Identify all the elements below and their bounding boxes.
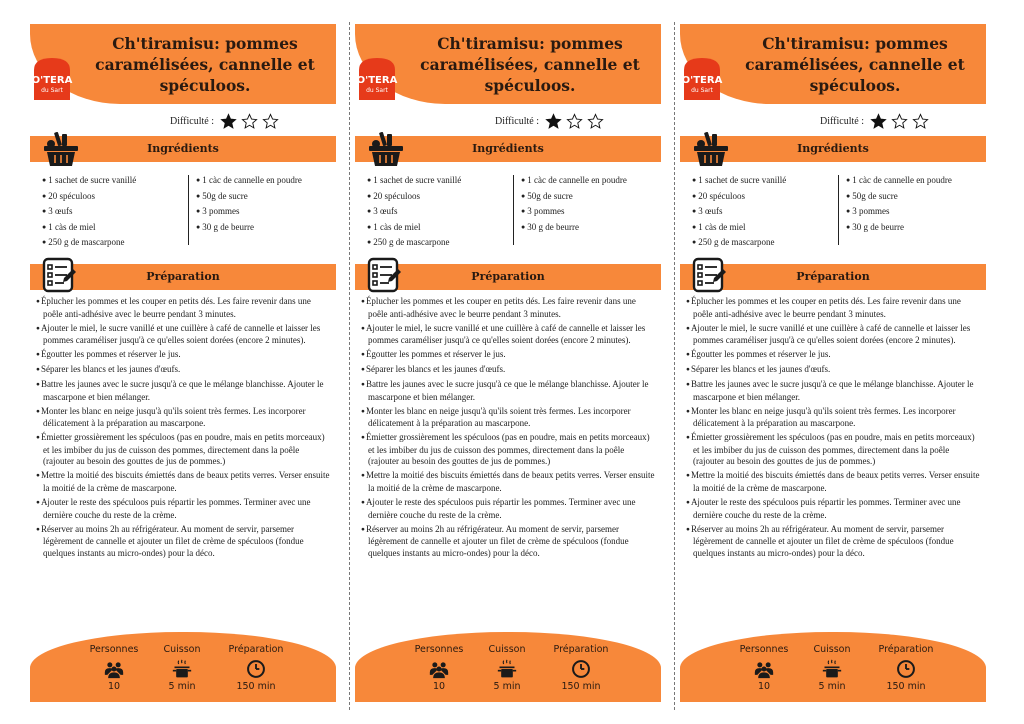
ingredient-item: ● 1 sachet de sucre vanillé: [42, 173, 136, 189]
otera-logo: [30, 56, 74, 102]
preparation-heading: Préparation: [471, 270, 545, 283]
people-icon: [754, 659, 774, 679]
preparation-step: ● Monter les blanc en neige jusqu'à qu'ils soient très fermes. Les incorporer délicatement à la préparation au mascarpone.: [36, 406, 332, 430]
preparation-step: ● Ajouter le reste des spéculoos puis répartir les pommes. Terminer avec une dernière couche du reste de la crème.: [361, 497, 657, 521]
stat-personnes: [729, 644, 799, 692]
ingredient-item: ● 50g de sucre: [196, 189, 302, 205]
logo-subtext: du Sart: [366, 87, 388, 94]
stat-value: 150 min: [236, 681, 276, 692]
ingredient-item: ● 1 sachet de sucre vanillé: [367, 173, 461, 189]
preparation-step: ● Égoutter les pommes et réserver le jus.: [686, 349, 982, 362]
star-filled-icon: [545, 113, 562, 130]
stat-personnes: [404, 644, 474, 692]
stat-label: Cuisson: [813, 644, 851, 655]
logo-text: O'TERA: [356, 75, 398, 86]
stat-préparation: [221, 644, 291, 692]
ingredient-item: ● 1 càs de miel: [42, 220, 136, 236]
otera-logo: [355, 56, 399, 102]
stat-label: Personnes: [89, 644, 139, 655]
ingredients-list-left: [367, 173, 461, 251]
stat-value: 5 min: [168, 681, 196, 692]
preparation-heading: Préparation: [146, 270, 220, 283]
ingredient-item: ● 250 g de mascarpone: [692, 235, 786, 251]
preparation-step: ● Réserver au moins 2h au réfrigérateur. Au moment de servir, parsemer légèrement de cannelle et ajouter un filet de crème de spéculoos (fondue quelques instants au micro-ondes) pour la déco.: [36, 524, 332, 560]
ingredients-list-right: [196, 173, 302, 235]
stat-value: 10: [107, 681, 121, 692]
stat-cuisson: [797, 644, 867, 692]
preparation-step: ● Égoutter les pommes et réserver le jus.: [361, 349, 657, 362]
recipe-title: Ch'tiramisu: pommes caramélisées, cannelle et spéculoos.: [420, 34, 640, 95]
preparation-step: ● Ajouter le reste des spéculoos puis répartir les pommes. Terminer avec une dernière couche du reste de la crème.: [686, 497, 982, 521]
ingredient-item: ● 1 càc de cannelle en poudre: [196, 173, 302, 189]
recipe-title: Ch'tiramisu: pommes caramélisées, cannelle et spéculoos.: [95, 34, 315, 95]
preparation-steps: [361, 296, 657, 562]
preparation-step: ● Émietter grossièrement les spéculoos (pas en poudre, mais en petits morceaux) et les imbiber du jus de cuisson des pommes, directement dans la poêle (rajouter au besoin des gouttes de jus de pommes.): [361, 432, 657, 468]
stat-cuisson: [472, 644, 542, 692]
cut-line: [349, 22, 350, 710]
people-icon: [429, 659, 449, 679]
preparation-step: ● Ajouter le miel, le sucre vanillé et une cuillère à café de cannelle et laisser les pommes caraméliser jusqu'à ce qu'elles soient dorées (encore 2 minutes).: [361, 323, 657, 347]
difficulty-label: Difficulté :: [170, 115, 214, 127]
stat-label: Personnes: [739, 644, 789, 655]
preparation-step: ● Éplucher les pommes et les couper en petits dés. Les faire revenir dans une poêle anti-adhésive avec le beurre pendant 3 minutes.: [361, 296, 657, 320]
preparation-step: ● Émietter grossièrement les spéculoos (pas en poudre, mais en petits morceaux) et les imbiber du jus de cuisson des pommes, directement dans la poêle (rajouter au besoin des gouttes de jus de pommes.): [36, 432, 332, 468]
ingredients-list-right: [846, 173, 952, 235]
preparation-step: ● Battre les jaunes avec le sucre jusqu'à ce que le mélange blanchisse. Ajouter le mascarpone et bien mélanger.: [361, 379, 657, 403]
stat-label: Cuisson: [163, 644, 201, 655]
ingredients-heading: Ingrédients: [147, 142, 219, 155]
preparation-step: ● Séparer les blancs et les jaunes d'œufs.: [36, 364, 332, 377]
ingredients-heading: Ingrédients: [797, 142, 869, 155]
difficulty-label: Difficulté :: [495, 115, 539, 127]
stat-value: 150 min: [886, 681, 926, 692]
difficulty-label: Difficulté :: [820, 115, 864, 127]
ingredient-item: ● 250 g de mascarpone: [367, 235, 461, 251]
pot-icon: [497, 659, 517, 679]
preparation-step: ● Ajouter le miel, le sucre vanillé et une cuillère à café de cannelle et laisser les pommes caraméliser jusqu'à ce qu'elles soient dorées (encore 2 minutes).: [686, 323, 982, 347]
ingredient-item: ● 1 càc de cannelle en poudre: [521, 173, 627, 189]
ingredient-item: ● 20 spéculoos: [692, 189, 786, 205]
preparation-step: ● Émietter grossièrement les spéculoos (pas en poudre, mais en petits morceaux) et les imbiber du jus de cuisson des pommes, directement dans la poêle (rajouter au besoin des gouttes de jus de pommes.): [686, 432, 982, 468]
preparation-steps: [36, 296, 332, 562]
preparation-step: ● Ajouter le miel, le sucre vanillé et une cuillère à café de cannelle et laisser les pommes caraméliser jusqu'à ce qu'elles soient dorées (encore 2 minutes).: [36, 323, 332, 347]
preparation-step: ● Réserver au moins 2h au réfrigérateur. Au moment de servir, parsemer légèrement de cannelle et ajouter un filet de crème de spéculoos (fondue quelques instants au micro-ondes) pour la déco.: [686, 524, 982, 560]
ingredients-divider: [188, 175, 189, 245]
ingredient-item: ● 3 œufs: [367, 204, 461, 220]
ingredient-item: ● 1 càc de cannelle en poudre: [846, 173, 952, 189]
ingredients-list-left: [692, 173, 786, 251]
stat-label: Préparation: [878, 644, 934, 655]
ingredient-item: ● 50g de sucre: [521, 189, 627, 205]
star-empty-icon: [241, 113, 258, 130]
stat-value: 5 min: [818, 681, 846, 692]
stat-value: 150 min: [561, 681, 601, 692]
ingredient-item: ● 20 spéculoos: [367, 189, 461, 205]
stat-préparation: [871, 644, 941, 692]
stat-préparation: [546, 644, 616, 692]
stat-cuisson: [147, 644, 217, 692]
ingredient-item: ● 30 g de beurre: [196, 220, 302, 236]
ingredient-item: ● 50g de sucre: [846, 189, 952, 205]
star-empty-icon: [912, 113, 929, 130]
stat-personnes: [79, 644, 149, 692]
preparation-step: ● Séparer les blancs et les jaunes d'œufs.: [361, 364, 657, 377]
clock-icon: [246, 659, 266, 679]
difficulty-rating: [170, 112, 279, 130]
star-empty-icon: [587, 113, 604, 130]
stat-value: 10: [432, 681, 446, 692]
pot-icon: [172, 659, 192, 679]
recipe-title: Ch'tiramisu: pommes caramélisées, cannelle et spéculoos.: [745, 34, 965, 95]
star-empty-icon: [566, 113, 583, 130]
preparation-step: ● Monter les blanc en neige jusqu'à qu'ils soient très fermes. Les incorporer délicatement à la préparation au mascarpone.: [361, 406, 657, 430]
preparation-step: ● Réserver au moins 2h au réfrigérateur. Au moment de servir, parsemer légèrement de cannelle et ajouter un filet de crème de spéculoos (fondue quelques instants au micro-ondes) pour la déco.: [361, 524, 657, 560]
preparation-step: ● Battre les jaunes avec le sucre jusqu'à ce que le mélange blanchisse. Ajouter le mascarpone et bien mélanger.: [686, 379, 982, 403]
preparation-step: ● Mettre la moitié des biscuits émiettés dans de beaux petits verres. Verser ensuite la moitié de la crème de mascarpone.: [686, 470, 982, 494]
ingredient-item: ● 250 g de mascarpone: [42, 235, 136, 251]
ingredients-heading: Ingrédients: [472, 142, 544, 155]
ingredient-item: ● 30 g de beurre: [521, 220, 627, 236]
ingredient-item: ● 1 càs de miel: [692, 220, 786, 236]
preparation-step: ● Égoutter les pommes et réserver le jus.: [36, 349, 332, 362]
logo-text: O'TERA: [31, 75, 73, 86]
preparation-step: ● Éplucher les pommes et les couper en petits dés. Les faire revenir dans une poêle anti-adhésive avec le beurre pendant 3 minutes.: [36, 296, 332, 320]
ingredients-divider: [838, 175, 839, 245]
ingredient-item: ● 3 pommes: [846, 204, 952, 220]
preparation-heading: Préparation: [796, 270, 870, 283]
ingredient-item: ● 3 œufs: [692, 204, 786, 220]
clock-icon: [896, 659, 916, 679]
preparation-step: ● Monter les blanc en neige jusqu'à qu'ils soient très fermes. Les incorporer délicatement à la préparation au mascarpone.: [686, 406, 982, 430]
stat-label: Cuisson: [488, 644, 526, 655]
preparation-step: ● Mettre la moitié des biscuits émiettés dans de beaux petits verres. Verser ensuite la moitié de la crème de mascarpone.: [361, 470, 657, 494]
ingredient-item: ● 3 œufs: [42, 204, 136, 220]
preparation-step: ● Séparer les blancs et les jaunes d'œufs.: [686, 364, 982, 377]
ingredient-item: ● 3 pommes: [521, 204, 627, 220]
difficulty-rating: [495, 112, 604, 130]
logo-text: O'TERA: [681, 75, 723, 86]
preparation-steps: [686, 296, 982, 562]
star-filled-icon: [220, 113, 237, 130]
stat-label: Personnes: [414, 644, 464, 655]
ingredient-item: ● 30 g de beurre: [846, 220, 952, 236]
recipe-card: [0, 0, 330, 724]
cut-line: [674, 22, 675, 710]
ingredients-list-right: [521, 173, 627, 235]
ingredient-item: ● 1 sachet de sucre vanillé: [692, 173, 786, 189]
ingredients-list-left: [42, 173, 136, 251]
preparation-step: ● Mettre la moitié des biscuits émiettés dans de beaux petits verres. Verser ensuite la moitié de la crème de mascarpone.: [36, 470, 332, 494]
star-filled-icon: [870, 113, 887, 130]
star-empty-icon: [891, 113, 908, 130]
stat-value: 5 min: [493, 681, 521, 692]
recipe-card: [650, 0, 980, 724]
ingredient-item: ● 3 pommes: [196, 204, 302, 220]
preparation-step: ● Éplucher les pommes et les couper en petits dés. Les faire revenir dans une poêle anti-adhésive avec le beurre pendant 3 minutes.: [686, 296, 982, 320]
pot-icon: [822, 659, 842, 679]
preparation-step: ● Ajouter le reste des spéculoos puis répartir les pommes. Terminer avec une dernière couche du reste de la crème.: [36, 497, 332, 521]
stat-value: 10: [757, 681, 771, 692]
clock-icon: [571, 659, 591, 679]
people-icon: [104, 659, 124, 679]
ingredients-divider: [513, 175, 514, 245]
ingredient-item: ● 20 spéculoos: [42, 189, 136, 205]
stat-label: Préparation: [553, 644, 609, 655]
logo-subtext: du Sart: [41, 87, 63, 94]
preparation-step: ● Battre les jaunes avec le sucre jusqu'à ce que le mélange blanchisse. Ajouter le mascarpone et bien mélanger.: [36, 379, 332, 403]
recipe-card: [325, 0, 655, 724]
otera-logo: [680, 56, 724, 102]
stat-label: Préparation: [228, 644, 284, 655]
ingredient-item: ● 1 càs de miel: [367, 220, 461, 236]
logo-subtext: du Sart: [691, 87, 713, 94]
star-empty-icon: [262, 113, 279, 130]
difficulty-rating: [820, 112, 929, 130]
